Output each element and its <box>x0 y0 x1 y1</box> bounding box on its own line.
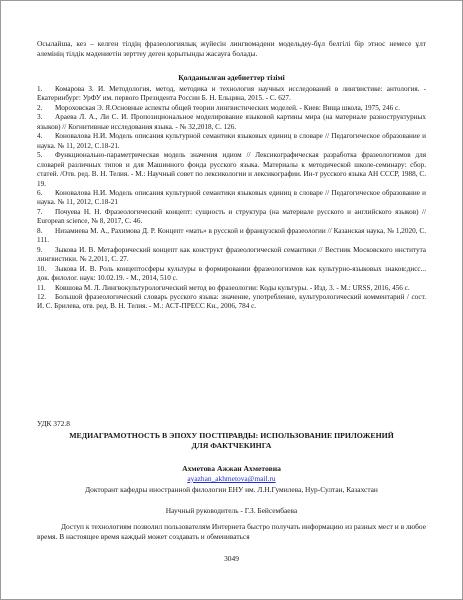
reference-text: Большой фразеологический словарь русского языка: значение, употребление, культурологический комментарий / сост. И. С. Брилева, отв. ред. В. Н. Телия. - М.: АСТ-ПРЕСС Кн., 2006, 784 с. <box>37 292 426 311</box>
author-affiliation: Докторант кафедры иностранной филологии ЕНУ им. Л.Н.Гумилева, Нур-Султан, Казахстан <box>85 485 378 494</box>
references-list <box>37 85 426 312</box>
reference-item <box>37 227 426 246</box>
reference-number: 7. <box>37 207 43 216</box>
reference-number: 9. <box>37 245 43 254</box>
reference-item <box>37 132 426 151</box>
reference-text: Почуева Н. Н. Фразеологический концепт: сущность и структура (на материале русского и английского языков) // European science, № 8, 2017, С. 46. <box>37 207 426 226</box>
reference-text: Коновалова Н.И. Модель описания культурной семантики языковых единиц в словаре // Педагогическое образование и наука. № 11, 2012, С.18-21. <box>37 132 426 150</box>
reference-item <box>37 293 426 312</box>
reference-item <box>37 246 426 265</box>
reference-number: 8. <box>37 226 43 235</box>
reference-text: Коновалова Н.И. Модель описания культурной семантики языковых единиц в словаре // Педагогическое образование и наука. № 11, 2012, С.18-21 <box>37 188 426 207</box>
reference-text: Араева Л. А., Ли С. И. Пропозициональное моделирование языковой картины мира (на материале разноструктурных языков) // Когнитивные исследования языка. - № 32,2018, С. 126. <box>37 113 426 131</box>
reference-number: 4. <box>37 132 43 141</box>
reference-item <box>37 151 426 189</box>
reference-text: Ковшова М. Л. Лингвокультурологический метод во фразеологии: Коды культуры. - Изд. 3. - М.: URSS, 2016, 456 с. <box>55 283 410 292</box>
reference-item <box>37 284 426 293</box>
reference-text: Функционально-параметрическая модель значения идиом // Лексикографическая разработка фразеологизмов для словарей различных типов и для Машинного фонда русского языка. Материалы к методической школе-семинару: сбор. статей. /Отв. ред. В. Н. Телия. - М.: Научный совет по лексикологии и лексикографии. Ин-т русского языка АН СССР, 1988, С. 19. <box>37 151 426 188</box>
reference-number: 11. <box>37 283 46 292</box>
udk-code: УДК 372.8 <box>37 419 70 428</box>
reference-number: 1. <box>37 85 43 93</box>
reference-number: 3. <box>37 113 43 122</box>
reference-number: 12. <box>37 292 46 301</box>
reference-number: 6. <box>37 188 43 197</box>
article-body-paragraph: Доступ к технологиям позволил пользователям Интернета быстро получать информацию из разных мест и в любое время. В настоящее время каждый может создавать и обмениваться <box>37 522 426 541</box>
reference-text: Низамиева М. А., Рахимова Д. Р. Концепт «мать» в русской и французской фразеологии // Казанская наука, № 1,2020, С. 111. <box>37 226 426 245</box>
reference-item <box>37 208 426 227</box>
reference-item <box>37 113 426 132</box>
reference-text: Мороховская Э. Я.Основные аспекты общей теории лингвистических моделей. - Киев: Вища школа, 1975, 246 с. <box>55 103 400 112</box>
scientific-advisor: Научный руководитель - Г.З. Бейсембаева <box>165 506 298 515</box>
reference-number: 5. <box>37 151 43 160</box>
reference-item <box>37 265 426 284</box>
reference-number: 10. <box>37 264 46 273</box>
article-title: МЕДИАГРАМОТНОСТЬ В ЭПОХУ ПОСТПРАВДЫ: ИСПОЛЬЗОВАНИЕ ПРИЛОЖЕНИЙ ДЛЯ ФАКТЧЕКИНГА <box>69 431 394 450</box>
intro-paragraph: Осылайша, кез – келген тілдің фразеологиялық жүйесін лингвомәдени модельдеу-бұл белгілі бір этнос немесе ұлт әлемінің тілдік мәдениетін зерттеу деген қорытынды жасауға болады. <box>37 39 426 58</box>
reference-text: Зыкова И. В. Метафорический концепт как конструкт фразеологической семантики // Вестник Московского института лингвистики. № 2,2011, С. 27. <box>37 245 426 264</box>
author-name: Ахметова Ажжан Ахметовна <box>182 464 281 473</box>
page-number: 3049 <box>224 554 239 563</box>
reference-text: Комарова З. И. Методология, метод, методика и технология научных исследований в лингвистике: антология. - Екатеринбург: УрФУ им. первого Президента России Б. Н. Ельцина, 2015. - С. 627. <box>37 85 426 103</box>
reference-text: Зыкова И. В. Роль концептосферы культуры в формировании фразеологизмов как культурно-языковых знаков:дисс... док. филолог. наук: 10.02.19. - М., 2014, 510 с. <box>37 264 426 283</box>
reference-number: 2. <box>37 103 43 112</box>
author-email-link[interactable]: ayazhan_akhmetova@mail.ru <box>187 474 276 483</box>
reference-item <box>37 104 426 113</box>
references-title: Қолданылған әдебиеттер тізімі <box>178 73 285 82</box>
reference-item <box>37 189 426 208</box>
reference-item <box>37 85 426 104</box>
